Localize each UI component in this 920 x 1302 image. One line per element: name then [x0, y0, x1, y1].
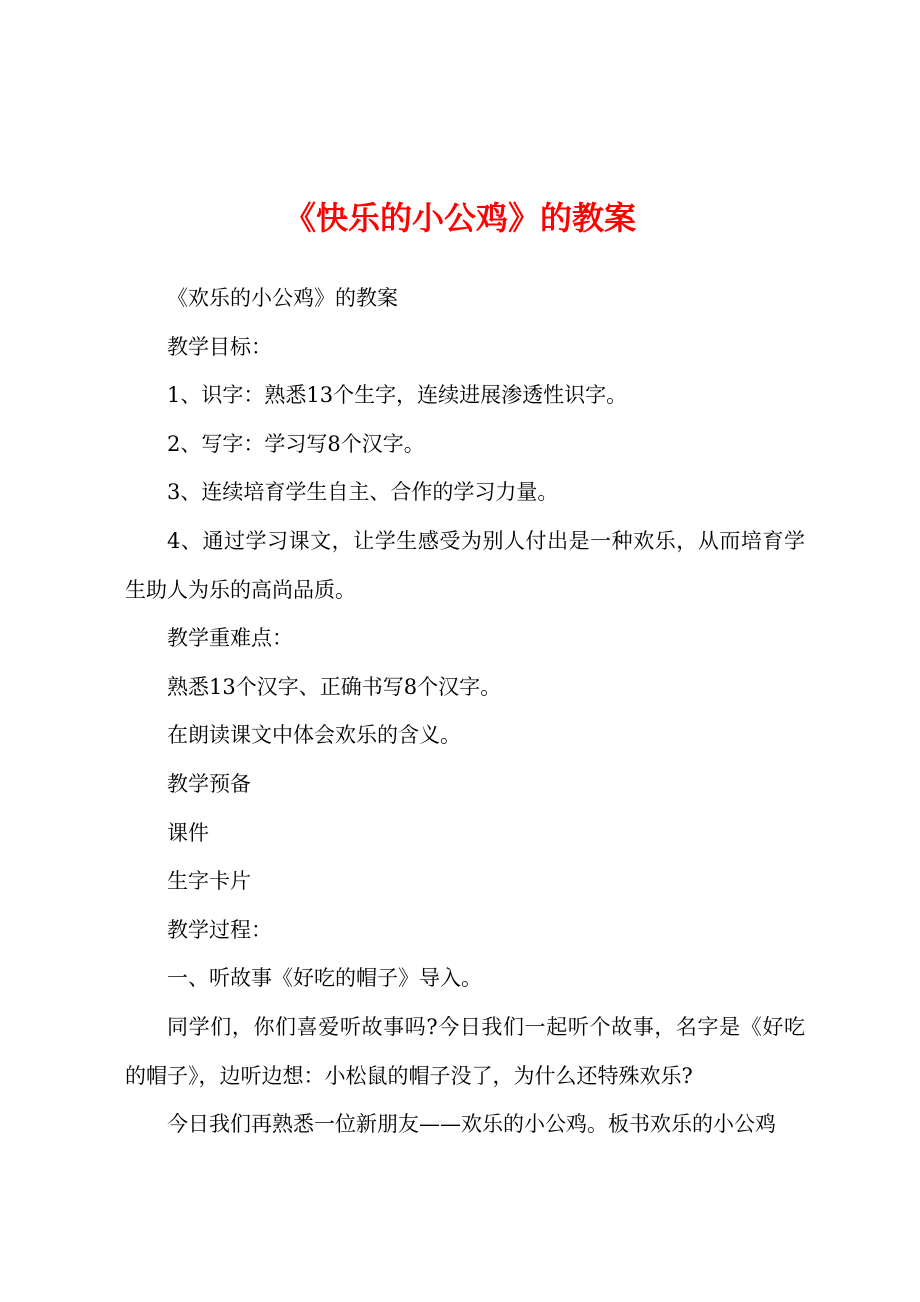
paragraph-key-point-1: 熟悉13个汉字、正确书写8个汉字。: [167, 674, 502, 699]
paragraph-key-points-heading: 教学重难点：: [167, 626, 293, 651]
paragraph-preparation-item-1: 课件: [167, 820, 209, 845]
paragraph-subtitle: 《欢乐的小公鸡》的教案: [167, 286, 398, 310]
paragraph-objective-2: 2、写字：学习写8个汉字。: [167, 431, 425, 456]
paragraph-key-point-2: 在朗读课文中体会欢乐的含义。: [167, 723, 461, 748]
paragraph-process-detail-2: 今日我们再熟悉一位新朋友——欢乐的小公鸡。板书欢乐的小公鸡: [167, 1112, 776, 1137]
paragraph-preparation-heading: 教学预备: [167, 771, 251, 796]
paragraph-objective-1: 1、识字：熟悉13个生字，连续进展渗透性识字。: [167, 383, 628, 408]
paragraph-process-step-1: 一、听故事《好吃的帽子》导入。: [167, 966, 482, 991]
paragraph-process-heading: 教学过程：: [167, 917, 272, 942]
paragraph-objective-4: 4、通过学习课文，让学生感受为别人付出是一种欢乐，从而培育学生助人为乐的高尚品质。: [125, 528, 805, 602]
paragraph-preparation-item-2: 生字卡片: [167, 869, 251, 894]
paragraph-process-detail-1: 同学们，你们喜爱听故事吗?今日我们一起听个故事，名字是《好吃的帽子》，边听边想：小松鼠的帽子没了，为什么还特殊欢乐?: [125, 1014, 805, 1088]
paragraph-objective-3: 3、连续培育学生自主、合作的学习力量。: [167, 480, 559, 505]
paragraph-objectives-heading: 教学目标：: [167, 334, 272, 359]
document-title: 《快乐的小公鸡》的教案: [283, 199, 636, 237]
document-body: [125, 274, 805, 1149]
